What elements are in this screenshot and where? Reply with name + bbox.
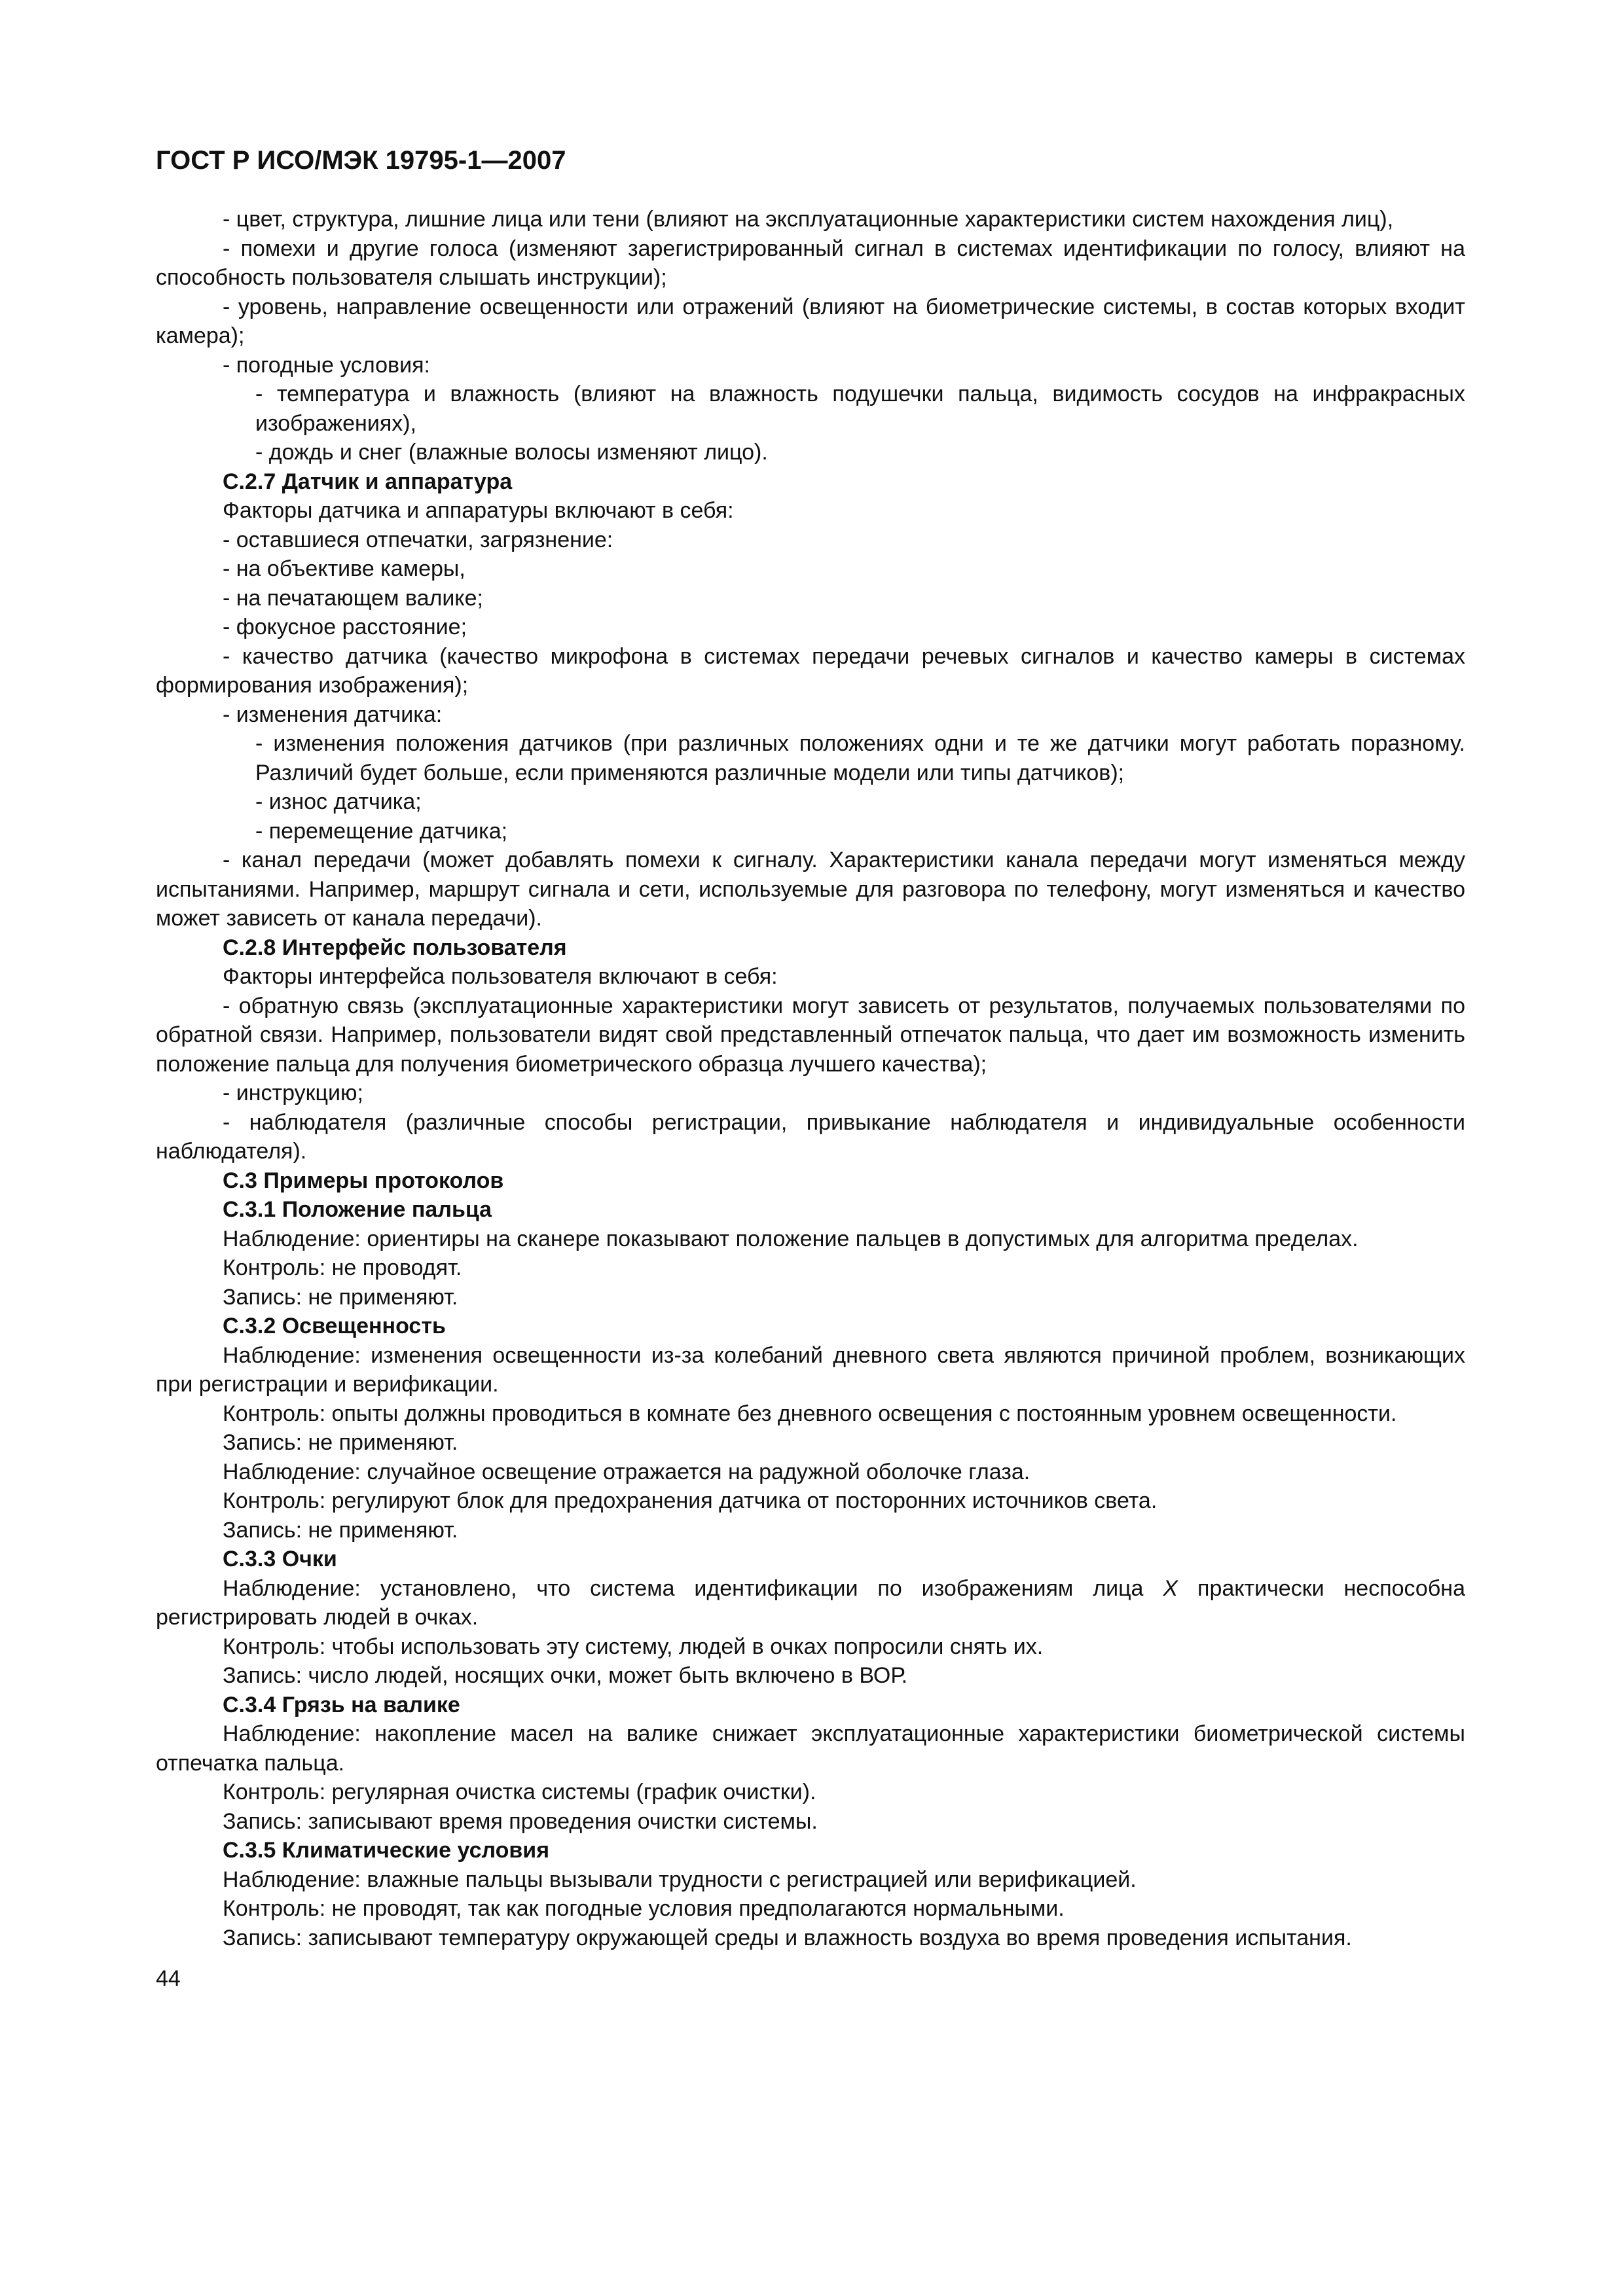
paragraph: - канал передачи (может добавлять помехи к сигналу. Характеристики канала передачи могут изменяться между испытаниями. Например, маршрут сигнала и сети, используемые для разговора по телефону, могут изменяться и качество может зависеть от канала передачи). [156,848,1465,931]
paragraph: Наблюдение: влажные пальцы вызывали трудности с регистрацией или верификацией. [223,1867,1137,1892]
paragraph: - качество датчика (качество микрофона в системах передачи речевых сигналов и качество камеры в системах формирования изображения); [156,643,1465,698]
section-heading: С.3 Примеры протоколов [223,1168,504,1193]
paragraph: Наблюдение: случайное освещение отражается на радужной оболочке глаза. [223,1459,1030,1484]
sub-list-item: - дождь и снег (влажные волосы изменяют лицо). [255,440,768,465]
text-segment: практически неспособна регистрировать людей в очках. [156,1575,1465,1630]
section-heading: С.3.4 Грязь на валике [223,1692,460,1717]
list-item: - на печатающем валике; [223,585,483,611]
paragraph: Наблюдение: накопление масел на валике снижает эксплуатационные характеристики биометрической системы отпечатка пальца. [156,1721,1465,1776]
section-heading: С.3.3 Очки [223,1547,337,1571]
list-item: - фокусное расстояние; [223,615,467,639]
sub-list-item: - износ датчика; [255,789,422,814]
paragraph: Наблюдение: ориентиры на сканере показывают положение пальцев в допустимых для алгоритма пределах. [223,1226,1359,1251]
paragraph [156,1574,1465,1632]
sub-list-item: - изменения положения датчиков (при различных положениях одни и те же датчики могут работать поразному. Различий будет больше, если применяются различные модели или типы датчиков); [255,731,1465,785]
section-heading: С.2.8 Интерфейс пользователя [223,935,567,960]
paragraph: - цвет, структура, лишние лица или тени (влияют на эксплуатационные характеристики систем нахождения лиц), [223,207,1394,232]
paragraph: Запись: записывают температуру окружающей среды и влажность воздуха во время проведения испытания. [223,1925,1352,1950]
sub-list-item: - перемещение датчика; [255,818,508,844]
paragraph: Факторы датчика и аппаратуры включают в себя: [223,498,734,523]
section-heading: С.2.7 Датчик и аппаратура [223,469,513,494]
paragraph: - наблюдателя (различные способы регистрации, привыкание наблюдателя и индивидуальные особенности наблюдателя). [156,1109,1465,1164]
section-heading: С.3.5 Климатические условия [223,1838,550,1863]
paragraph: - помехи и другие голоса (изменяют зарегистрированный сигнал в системах идентификации по голосу, влияют на способность пользователя слышать инструкции); [156,236,1465,290]
paragraph: Запись: записывают время проведения очистки системы. [223,1808,818,1834]
paragraph: Контроль: опыты должны проводиться в комнате без дневного освещения с постоянным уровнем освещенности. [223,1401,1397,1426]
list-item: - изменения датчика: [223,702,443,727]
section-heading: С.3.2 Освещенность [223,1314,446,1338]
section-heading: С.3.1 Положение пальца [223,1197,492,1222]
paragraph: Контроль: регулярная очистка системы (график очистки). [223,1780,816,1804]
list-item: - инструкцию; [223,1081,363,1105]
paragraph: Контроль: чтобы использовать эту систему, людей в очках попросили снять их. [223,1634,1044,1659]
paragraph: - уровень, направление освещенности или отражений (влияют на биометрические системы, в состав которых входит камера); [156,294,1465,348]
list-item: - на объективе камеры, [223,556,465,581]
list-item: - оставшиеся отпечатки, загрязнение: [223,527,613,552]
paragraph: Запись: число людей, носящих очки, может быть включено в ВОР. [223,1663,908,1688]
paragraph: Запись: не применяют. [223,1430,458,1455]
paragraph: Запись: не применяют. [223,1517,458,1543]
paragraph: Факторы интерфейса пользователя включают в себя: [223,964,778,989]
text-segment: Наблюдение: установлено, что система идентификации по изображениям лица [223,1575,1163,1601]
paragraph: Запись: не применяют. [223,1284,458,1310]
sub-list-item: - температура и влажность (влияют на влажность подушечки пальца, видимость сосудов на инфракрасных изображениях), [255,382,1465,436]
paragraph: - погодные условия: [223,352,430,378]
paragraph: Контроль: не проводят, так как погодные условия предполагаются нормальными. [223,1896,1065,1921]
paragraph: Наблюдение: изменения освещенности из-за колебаний дневного света являются причиной проблем, возникающих при регистрации и верификации. [156,1342,1465,1397]
document-header: ГОСТ Р ИСО/МЭК 19795-1—2007 [156,146,566,175]
paragraph: Контроль: регулируют блок для предохранения датчика от посторонних источников света. [223,1488,1158,1513]
paragraph: - обратную связь (эксплуатационные характеристики могут зависеть от результатов, получаемых пользователями по обратной связи. Например, пользователи видят свой представленный отпечаток пальца, что дает им возможность изменить положение пальца для получения биометрического образца лучшего качества); [156,993,1465,1077]
page-number: 44 [156,1966,181,1991]
variable-x: X [1163,1575,1178,1601]
document-page [156,144,1465,1994]
paragraph: Контроль: не проводят. [223,1255,462,1280]
